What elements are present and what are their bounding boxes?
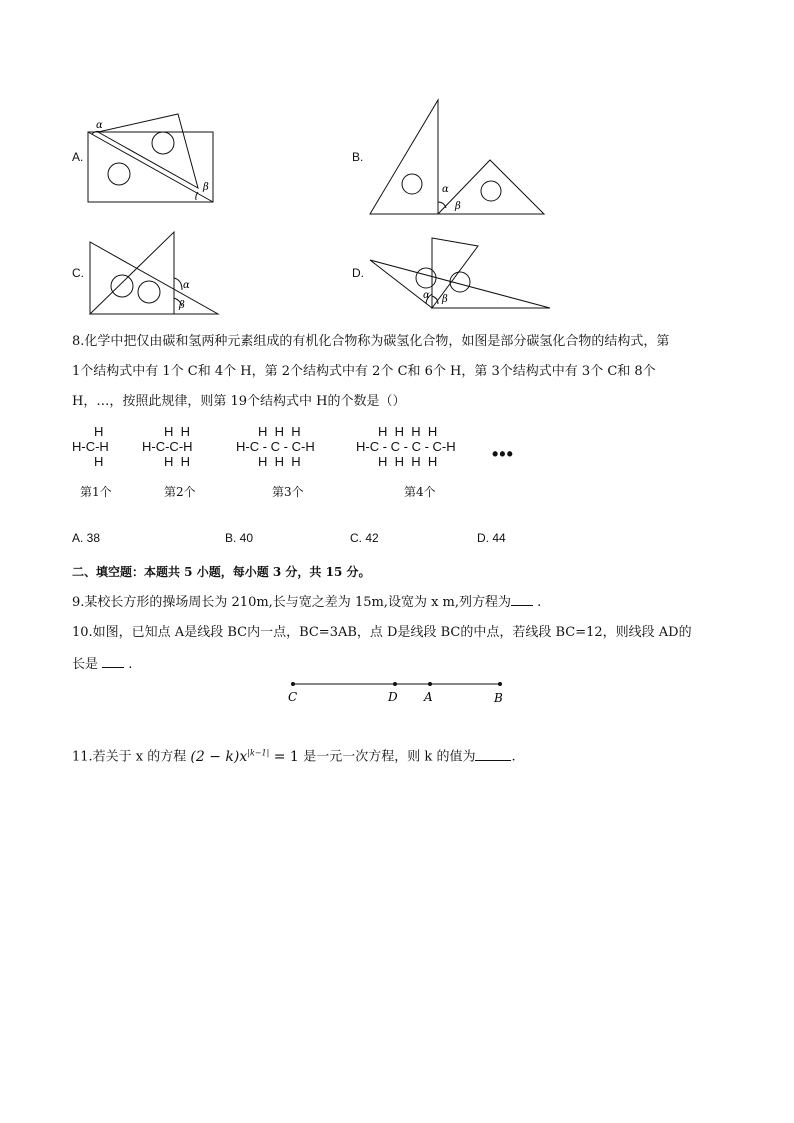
q11 [72,744,516,767]
structure-label: 第2个 [164,485,196,499]
option-label: C. [72,266,84,280]
choice-b: B. 40 [225,531,254,545]
q10-text: 长是 [72,657,99,672]
beta-label: β [442,294,448,305]
equation-exponent: |k−1| [247,748,270,757]
structure-h-bottom: H [94,454,104,469]
q7-option-d [350,232,560,322]
q8-line-2: 1个结构式中有 1个 C和 4个 H，第 2个结构式中有 2个 C和 6个 H，第 3个结构式中有 3个 C和 8个 [72,364,656,379]
structure-row: H-C - C - C - C-H [356,439,456,454]
structure-h-top: H H H H [378,424,438,439]
q8-line-1: 8.化学中把仅由碳和氢两种元素组成的有机化合物称为碳氢化合物，如图是部分碳氢化合物的结构式，第 [72,334,670,349]
q7-option-a [70,100,230,210]
equation [190,749,303,765]
alpha-label: α [96,120,103,131]
alpha-label: α [423,290,430,301]
point-b-label: B [494,691,503,705]
structure-h-top: H H H [258,424,301,439]
q10-line-2 [72,655,132,674]
q10-line-1: 10.如图，已知点 A是线段 BC内一点，BC=3AB，点 D是线段 BC的中点，若线段 BC=12，则线段 AD的 [72,625,692,640]
answer-blank [511,593,533,606]
q9-text: 9.某校长方形的操场周长为 210m,长与宽之差为 15m,设宽为 x m,列方程为 [72,595,511,610]
option-label: D. [352,266,364,280]
option-label: B. [352,150,364,164]
alpha-label: α [442,184,449,195]
structure-h-bottom: H H H [258,454,301,469]
q8-line-3: H，…，按照此规律，则第 19个结构式中 H的个数是（） [72,394,406,409]
point-d-label: D [388,690,398,704]
structure-label: 第1个 [80,485,112,499]
beta-label: β [203,182,209,193]
structure-h-bottom: H H H H [378,454,438,469]
answer-blank [475,748,511,761]
q7-option-b [350,98,550,218]
segment-diagram [280,676,520,706]
point-a-label: A [424,690,433,704]
q11-suffix: 是一元一次方程，则 k 的值为 [303,749,476,765]
structure-3 [236,424,346,500]
choice-a: A. 38 [72,531,101,545]
structure-row: H-C-C-H [142,439,193,454]
q7-option-c [70,228,230,320]
point-c-label: C [288,690,298,704]
section-heading: 二、填空题：本题共 5 小题，每小题 3 分，共 15 分。 [72,565,371,579]
beta-label: β [455,201,461,212]
triangle-ruler-figure-b [350,98,550,218]
equation-rhs: = 1 [273,748,299,765]
structure-4 [356,424,486,500]
q11-end: . [511,749,516,765]
triangle-ruler-figure-a [70,100,230,210]
q9-end: . [537,595,542,610]
structure-h-top: H H [164,424,190,439]
choice-c: C. 42 [350,531,379,545]
structure-label: 第4个 [404,485,436,499]
equation-main: (2 − k)x [190,748,248,765]
answer-blank [102,655,124,668]
q11-prefix: 11.若关于 x 的方程 [72,749,187,765]
option-label: A. [72,150,84,164]
structure-2 [142,424,222,500]
triangle-ruler-figure-d [350,232,560,322]
ellipsis: ••• [492,444,514,464]
structure-1 [72,424,132,500]
structure-h-bottom: H H [164,454,190,469]
q10-end: . [128,657,133,672]
structure-label: 第3个 [272,485,304,499]
alpha-label: α [183,280,190,291]
structure-row: H-C - C - C-H [236,439,315,454]
beta-label: β [179,300,185,311]
choice-d: D. 44 [477,531,506,545]
structure-row: H-C-H [72,439,109,454]
q9 [72,593,541,612]
triangle-ruler-figure-c [70,228,230,320]
structure-h-top: H [94,424,104,439]
